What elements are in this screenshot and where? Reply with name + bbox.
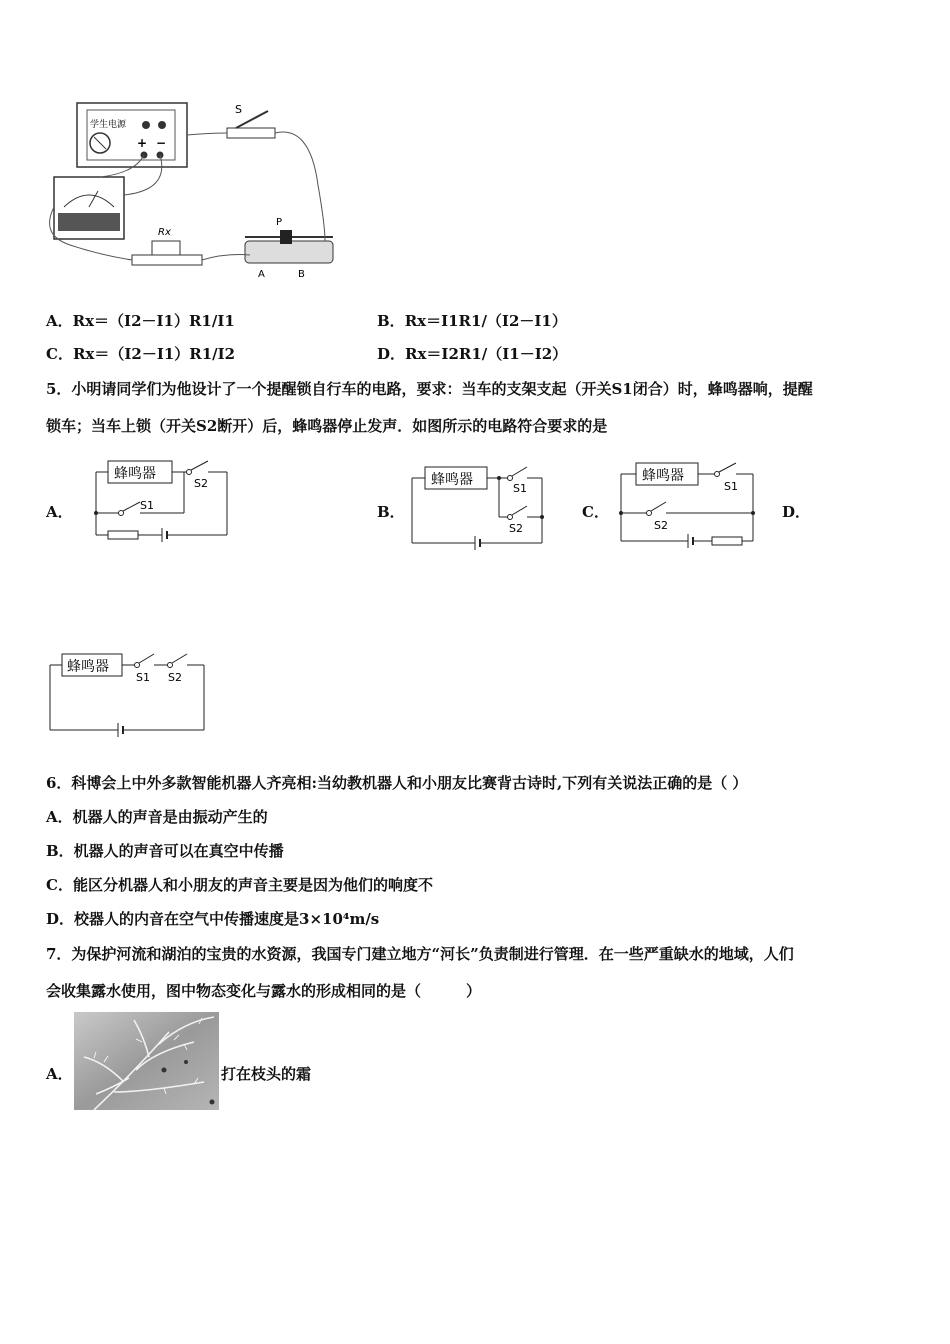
resistor-label: Rx: [158, 227, 171, 238]
q6-option-b: B．机器人的声音可以在真空中传播: [46, 842, 284, 860]
q7-stem-line1: 7．为保护河流和湖泊的宝贵的水资源，我国专门建立地方“河长”负责制进行管理．在一些严重缺水的地域，人们: [46, 945, 794, 963]
end-a-label: A: [258, 269, 265, 280]
q4-option-d: D．Rx＝I2R1/（I1－I2）: [377, 345, 568, 363]
q6-option-a: A．机器人的声音是由振动产生的: [46, 808, 268, 826]
s1-label: S1: [513, 482, 527, 495]
q7-option-a-caption: 打在枝头的霜: [221, 1065, 312, 1083]
q5-circuit-b: [405, 455, 550, 555]
q7-stem-line2: 会收集露水使用，图中物态变化与露水的形成相同的是（ ）: [46, 982, 482, 1000]
s1-label: S1: [140, 499, 154, 512]
q4-apparatus-figure: [40, 95, 360, 285]
q5-circuit-d: [44, 648, 214, 743]
q5-stem-line2: 锁车；当车上锁（开关S2断开）后，蜂鸣器停止发声．如图所示的电路符合要求的是: [46, 417, 608, 435]
q4-option-c: C．Rx＝（I2－I1）R1/I2: [46, 345, 236, 363]
s2-label: S2: [168, 671, 182, 684]
switch-label: S: [235, 103, 242, 116]
power-supply-label: 学生电源: [90, 120, 127, 130]
buzzer-label: 蜂鸣器: [431, 472, 473, 488]
s1-label: S1: [136, 671, 150, 684]
q5-stem-line1: 5．小明请同学们为他设计了一个提醒锁自行车的电路，要求：当车的支架支起（开关S1闭合）时，蜂鸣器响，提醒: [46, 380, 813, 398]
q6-option-c: C．能区分机器人和小朋友的声音主要是因为他们的响度不: [46, 876, 433, 894]
q5-letter-b: B．: [377, 503, 405, 521]
q4-option-b: B．Rx＝I1R1/（I2－I1）: [377, 312, 567, 330]
q6-stem: 6．科博会上中外多款智能机器人齐亮相:当幼教机器人和小朋友比赛背古诗时,下列有关说法正确的是（ ）: [46, 774, 748, 792]
q5-circuit-a: [90, 455, 230, 545]
s2-label: S2: [654, 519, 668, 532]
q4-option-a: A．Rx＝（I2－I1）R1/I1: [46, 312, 235, 330]
q6-option-d: D．校器人的内音在空气中传播速度是3×10⁴m/s: [46, 910, 380, 928]
q5-letter-d: D．: [782, 503, 811, 521]
svg-text:−: −: [156, 136, 167, 150]
end-b-label: B: [298, 269, 305, 280]
buzzer-label: 蜂鸣器: [67, 659, 109, 675]
frost-branch-photo: [74, 1012, 219, 1110]
s2-label: S2: [194, 477, 208, 490]
slider-label: P: [276, 217, 283, 228]
q5-letter-a: A．: [46, 503, 73, 521]
svg-text:+: +: [137, 136, 148, 150]
buzzer-label: 蜂鸣器: [642, 468, 684, 484]
q7-option-a-letter: A．: [46, 1065, 73, 1083]
buzzer-label: 蜂鸣器: [114, 466, 156, 482]
s1-label: S1: [724, 480, 738, 493]
q5-letter-c: C．: [582, 503, 609, 521]
q5-circuit-c: [612, 455, 762, 555]
s2-label: S2: [509, 522, 523, 535]
